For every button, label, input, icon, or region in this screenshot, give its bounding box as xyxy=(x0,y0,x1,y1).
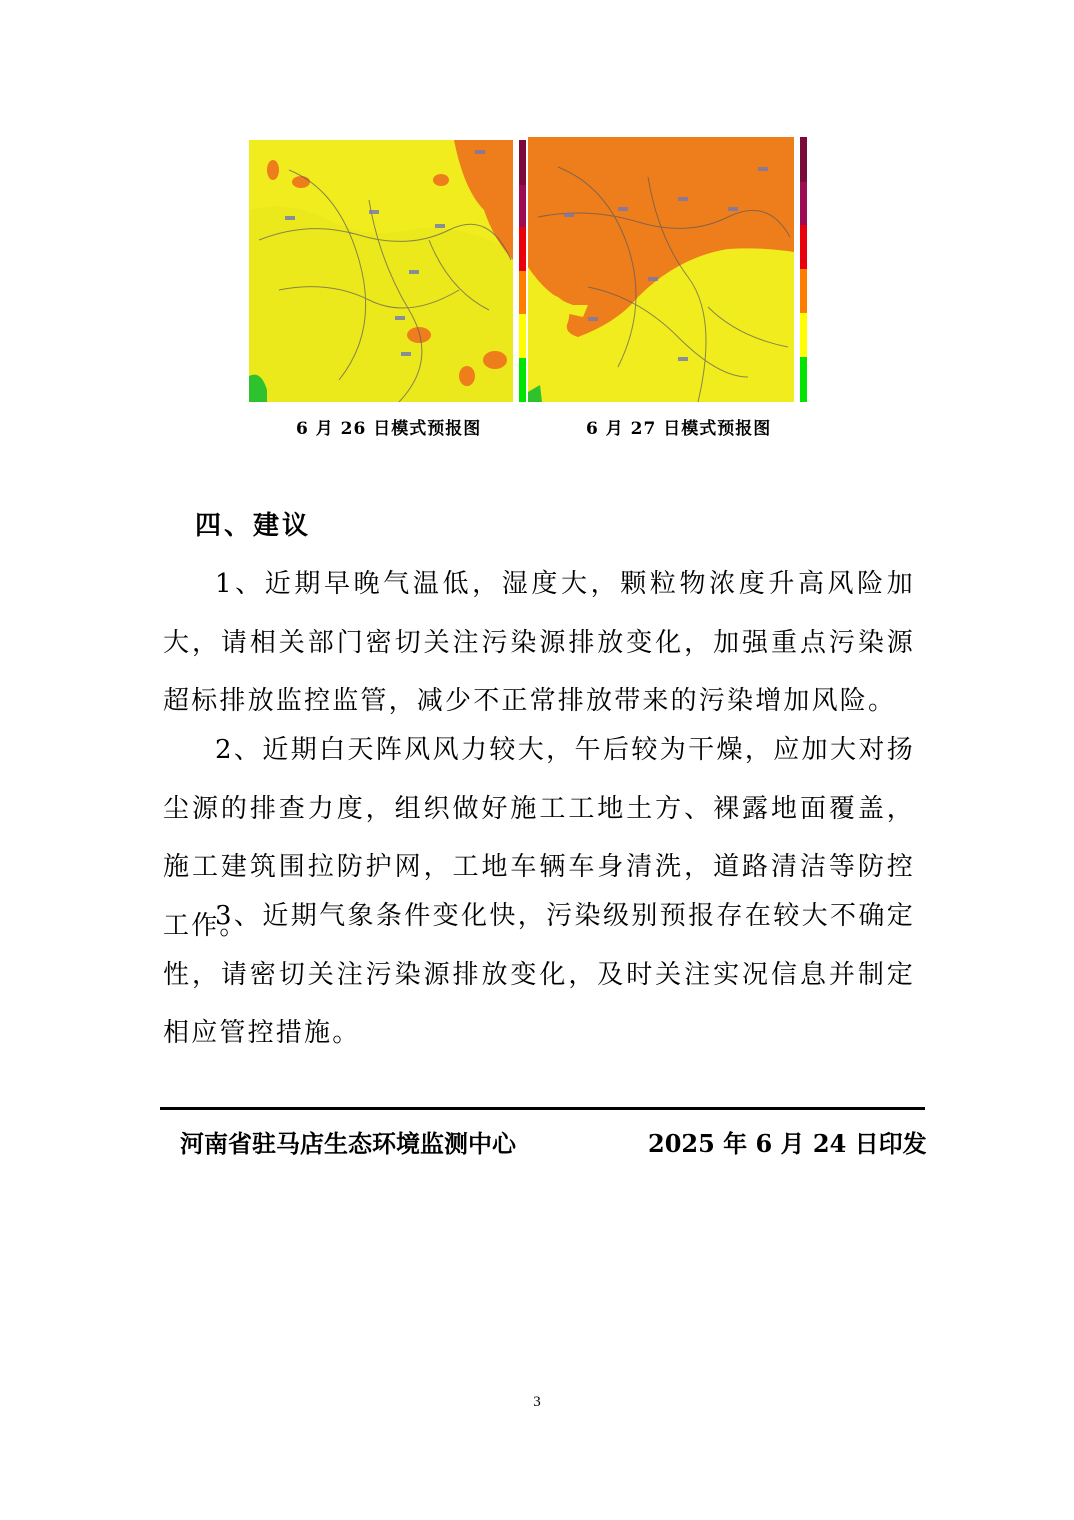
right-map-caption: 6 月 27 日模式预报图 xyxy=(586,419,772,439)
recommendation-paragraph-1: 1、近期早晚气温低，湿度大，颗粒物浓度升高风险加大，请相关部门密切关注污染源排放变化，加强重点污染源超标排放监控监管，减少不正常排放带来的污染增加风险。 xyxy=(163,569,915,716)
issue-date: 2025 年 6 月 24 日印发 xyxy=(648,1129,927,1158)
issuer-name: 河南省驻马店生态环境监测中心 xyxy=(180,1129,516,1158)
forecast-map-june-26 xyxy=(249,140,513,402)
left-legend-bar xyxy=(519,140,526,402)
footer-divider xyxy=(160,1107,925,1110)
right-legend-bar xyxy=(800,137,807,402)
section-heading: 四、建议 xyxy=(195,511,312,541)
left-map-caption: 6 月 26 日模式预报图 xyxy=(296,419,482,439)
recommendation-paragraph-2: 2、近期白天阵风风力较大，午后较为干燥，应加大对扬尘源的排查力度，组织做好施工工地土方、裸露地面覆盖，施工建筑围拉防护网，工地车辆车身清洗，道路清洁等防控工作。 xyxy=(163,735,915,941)
forecast-map-june-27 xyxy=(528,137,794,402)
page-number: 3 xyxy=(533,1394,541,1410)
recommendation-paragraph-3: 3、近期气象条件变化快，污染级别预报存在较大不确定性，请密切关注污染源排放变化，及时关注实况信息并制定相应管控措施。 xyxy=(163,901,915,1048)
